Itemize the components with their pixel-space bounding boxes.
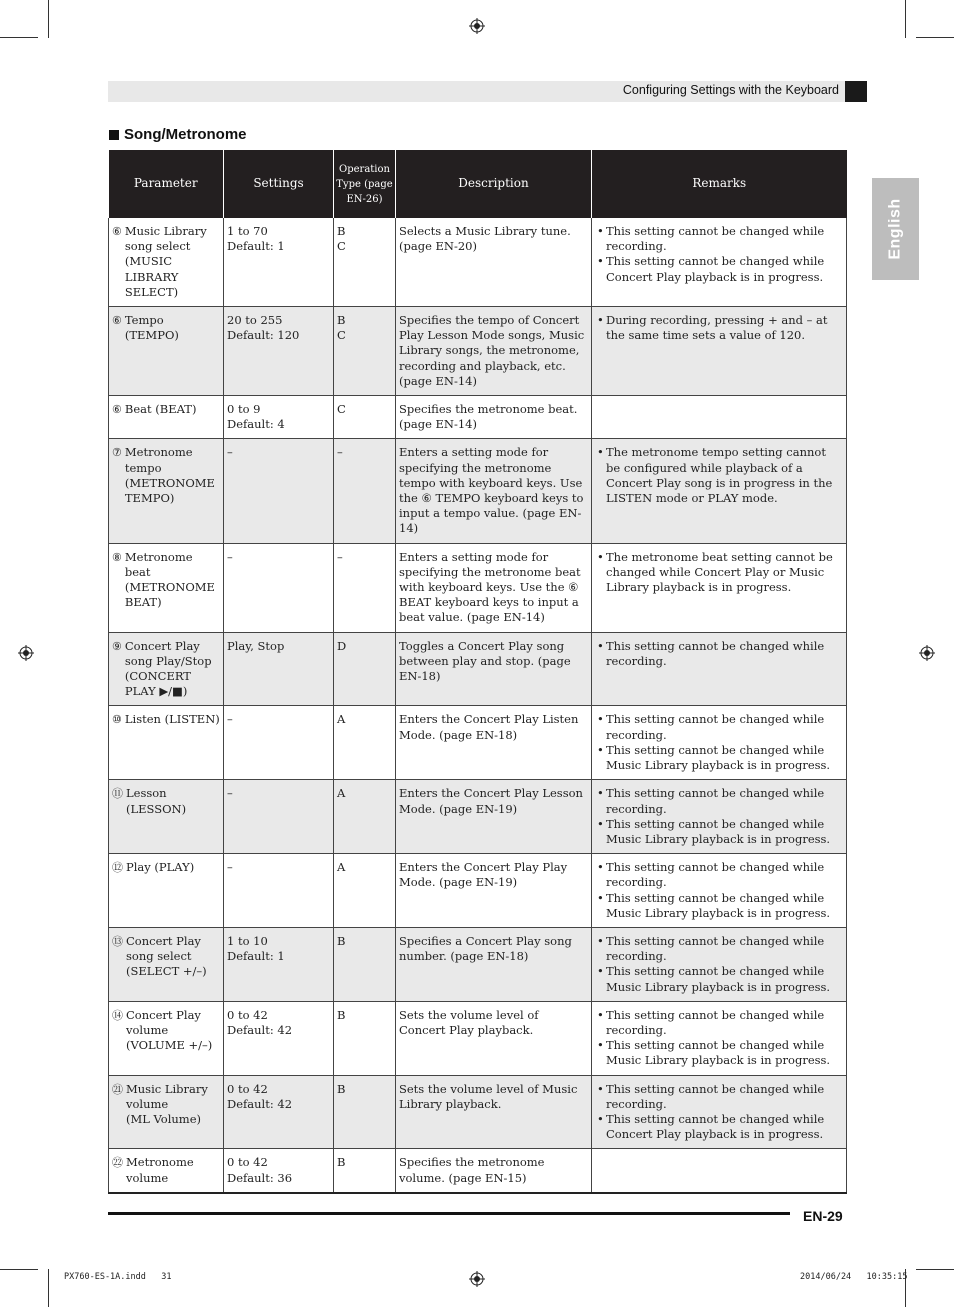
page-number: EN-29 [803,1208,843,1224]
parameter-cell [109,1075,224,1149]
table-row [109,1149,847,1193]
parameter-cell [109,1149,224,1193]
parameter-name: Music Library volume (ML Volume) [126,1081,208,1126]
parameter-number: ⑬ [112,934,123,948]
remarks-list [595,712,843,773]
remarks-cell [592,307,847,396]
table-row [109,543,847,632]
description-cell: Enters a setting mode for specifying the metronome tempo with keyboard keys. Use the ⑥ TEMPO keyboard keys to input a tempo value. (page EN-14) [396,439,592,543]
parameter-number: ⑨ [112,639,122,653]
remarks-cell [592,439,847,543]
remarks-cell [592,780,847,854]
table-row [109,1075,847,1149]
settings-cell: – [224,706,334,780]
parameter-name: Concert Play volume (VOLUME +/–) [126,1007,213,1053]
remarks-list [595,639,843,669]
parameter-number: ⑩ [112,713,122,727]
description-cell: Toggles a Concert Play song between play and stop. (page EN-18) [396,632,592,706]
description-cell: Enters the Concert Play Lesson Mode. (page EN-19) [396,780,592,854]
settings-cell: 1 to 70 Default: 1 [224,218,334,307]
parameter-cell [109,543,224,632]
remark-item: • This setting cannot be changed while recording. [595,712,843,742]
remarks-cell [592,706,847,780]
print-slug-date: 2014/06/24 10:35:15 [800,1272,908,1282]
settings-cell: 20 to 255 Default: 120 [224,307,334,396]
parameter-cell [109,632,224,706]
remarks-cell [592,543,847,632]
remarks-cell [592,396,847,439]
parameter-cell [109,218,224,307]
operation-type-cell: B [334,927,396,1001]
column-header-operation-type: Operation Type (page EN-26) [334,150,396,218]
parameter-number: ⑥ [112,403,122,417]
parameter-name: Music Library song select (MUSIC LIBRARY SELECT) [124,224,207,299]
crop-mark [0,1269,38,1270]
remark-item: • This setting cannot be changed while Music Library playback is in progress. [595,891,843,921]
remarks-cell [592,1001,847,1075]
parameter-number: ⑪ [112,787,123,801]
operation-type-cell: B C [334,307,396,396]
remarks-cell [592,632,847,706]
remark-item: • The metronome beat setting cannot be changed while Concert Play or Music Library playback is in progress. [595,550,843,596]
table-header-row [109,150,847,218]
operation-type-cell: A [334,854,396,928]
table-row [109,780,847,854]
operation-type-cell: D [334,632,396,706]
settings-cell: – [224,543,334,632]
settings-cell: – [224,439,334,543]
table-row [109,439,847,543]
parameter-name: Tempo (TEMPO) [124,313,179,343]
description-cell: Sets the volume level of Music Library playback. [396,1075,592,1149]
language-tab-label: English [886,198,904,260]
running-header: Configuring Settings with the Keyboard [622,83,839,97]
parameter-number: ⑭ [112,1008,123,1022]
description-cell: Enters the Concert Play Play Mode. (page EN-19) [396,854,592,928]
table-row [109,706,847,780]
table-row [109,218,847,307]
registration-mark-icon [469,18,485,34]
description-cell: Enters the Concert Play Listen Mode. (page EN-18) [396,706,592,780]
parameter-cell [109,706,224,780]
remark-item: • This setting cannot be changed while Music Library playback is in progress. [595,817,843,847]
crop-mark [916,1269,954,1270]
remark-item: • During recording, pressing + and – at the same time sets a value of 120. [595,313,843,343]
settings-cell: Play, Stop [224,632,334,706]
remarks-list [595,550,843,596]
section-heading [109,126,247,143]
remarks-list [595,934,843,995]
crop-mark [916,37,954,38]
crop-mark [48,1269,49,1307]
remark-item: • This setting cannot be changed while Concert Play playback is in progress. [595,1112,843,1142]
settings-cell: – [224,780,334,854]
operation-type-cell: C [334,396,396,439]
remark-item: • This setting cannot be changed while Music Library playback is in progress. [595,964,843,994]
remark-item: • This setting cannot be changed while recording. [595,860,843,890]
registration-mark-icon [18,645,34,661]
settings-cell: 0 to 9 Default: 4 [224,396,334,439]
parameter-name: Play (PLAY) [126,860,195,875]
operation-type-cell: – [334,439,396,543]
settings-cell: 1 to 10 Default: 1 [224,927,334,1001]
remark-item: • This setting cannot be changed while recording. [595,786,843,816]
remarks-cell [592,854,847,928]
description-cell: Specifies the tempo of Concert Play Lesson Mode songs, Music Library songs, the metronome, recording and playback, etc. (page EN-14) [396,307,592,396]
parameter-name: Listen (LISTEN) [124,712,220,727]
crop-mark [48,0,49,38]
operation-type-cell: B C [334,218,396,307]
parameter-number: ⑫ [112,861,123,875]
registration-mark-icon [469,1271,485,1287]
column-header-remarks: Remarks [592,150,847,218]
parameter-cell [109,780,224,854]
parameter-number: ㉒ [112,1156,123,1170]
remarks-cell [592,927,847,1001]
remarks-cell [592,1149,847,1193]
table-row [109,307,847,396]
description-cell: Selects a Music Library tune. (page EN-20) [396,218,592,307]
crop-mark [905,0,906,38]
description-cell: Specifies the metronome volume. (page EN-15) [396,1149,592,1193]
operation-type-cell: B [334,1075,396,1149]
remark-item: • This setting cannot be changed while recording. [595,639,843,669]
settings-table [108,150,847,1194]
remark-item: • This setting cannot be changed while Concert Play playback is in progress. [595,254,843,284]
remark-item: • This setting cannot be changed while Music Library playback is in progress. [595,1038,843,1068]
column-header-parameter: Parameter [109,150,224,218]
parameter-number: ⑦ [112,446,122,460]
description-cell: Specifies the metronome beat. (page EN-14) [396,396,592,439]
remarks-list [595,1082,843,1143]
parameter-cell [109,439,224,543]
remark-item: • This setting cannot be changed while Music Library playback is in progress. [595,743,843,773]
description-cell: Enters a setting mode for specifying the metronome beat with keyboard keys. Use the ⑥ BEAT keyboard keys to input a beat value. (page EN-14) [396,543,592,632]
remark-item: • This setting cannot be changed while recording. [595,1082,843,1112]
footer-rule [108,1212,790,1215]
settings-cell: 0 to 42 Default: 36 [224,1149,334,1193]
print-slug-file: PX760-ES-1A.indd 31 [64,1272,172,1282]
description-cell: Sets the volume level of Concert Play playback. [396,1001,592,1075]
operation-type-cell: A [334,706,396,780]
crop-mark [0,37,38,38]
remarks-list [595,445,843,506]
table-row [109,854,847,928]
description-cell: Specifies a Concert Play song number. (page EN-18) [396,927,592,1001]
remark-item: • This setting cannot be changed while recording. [595,934,843,964]
remarks-list [595,860,843,921]
table-row [109,927,847,1001]
parameter-number: ㉑ [112,1082,123,1096]
remarks-list [595,313,843,343]
parameter-name: Concert Play song select (SELECT +/–) [126,933,207,979]
remarks-cell [592,218,847,307]
square-bullet-icon [109,130,119,140]
parameter-number: ⑥ [112,314,122,328]
remark-item: • The metronome tempo setting cannot be configured while playback of a Concert Play song is in progress in the LISTEN mode or PLAY mode. [595,445,843,506]
parameter-name: Metronome tempo (METRONOME TEMPO) [124,445,215,506]
operation-type-cell: A [334,780,396,854]
operation-type-cell: B [334,1149,396,1193]
section-title: Song/Metronome [124,126,247,143]
parameter-number: ⑧ [112,550,122,564]
parameter-name: Lesson (LESSON) [126,786,187,816]
remark-item: • This setting cannot be changed while recording. [595,224,843,254]
parameter-name: Metronome beat (METRONOME BEAT) [124,549,215,610]
parameter-number: ⑥ [112,225,122,238]
table-row [109,632,847,706]
header-marker [845,81,867,102]
parameter-cell [109,854,224,928]
parameter-name: Metronome volume [126,1155,194,1185]
remarks-list [595,1008,843,1069]
parameter-cell [109,396,224,439]
parameter-name: Beat (BEAT) [124,402,197,417]
registration-mark-icon [919,645,935,661]
remarks-list [595,224,843,285]
table-body [109,218,847,1193]
column-header-settings: Settings [224,150,334,218]
table-row [109,396,847,439]
language-tab [872,178,919,280]
parameter-cell [109,1001,224,1075]
settings-cell: – [224,854,334,928]
column-header-description: Description [396,150,592,218]
remarks-list [595,786,843,847]
parameter-cell [109,307,224,396]
settings-cell: 0 to 42 Default: 42 [224,1075,334,1149]
parameter-cell [109,927,224,1001]
operation-type-cell: B [334,1001,396,1075]
remark-item: • This setting cannot be changed while recording. [595,1008,843,1038]
settings-cell: 0 to 42 Default: 42 [224,1001,334,1075]
remarks-cell [592,1075,847,1149]
table-row [109,1001,847,1075]
parameter-name: Concert Play song Play/Stop (CONCERT PLAY ▶/■) [124,638,212,699]
operation-type-cell: – [334,543,396,632]
